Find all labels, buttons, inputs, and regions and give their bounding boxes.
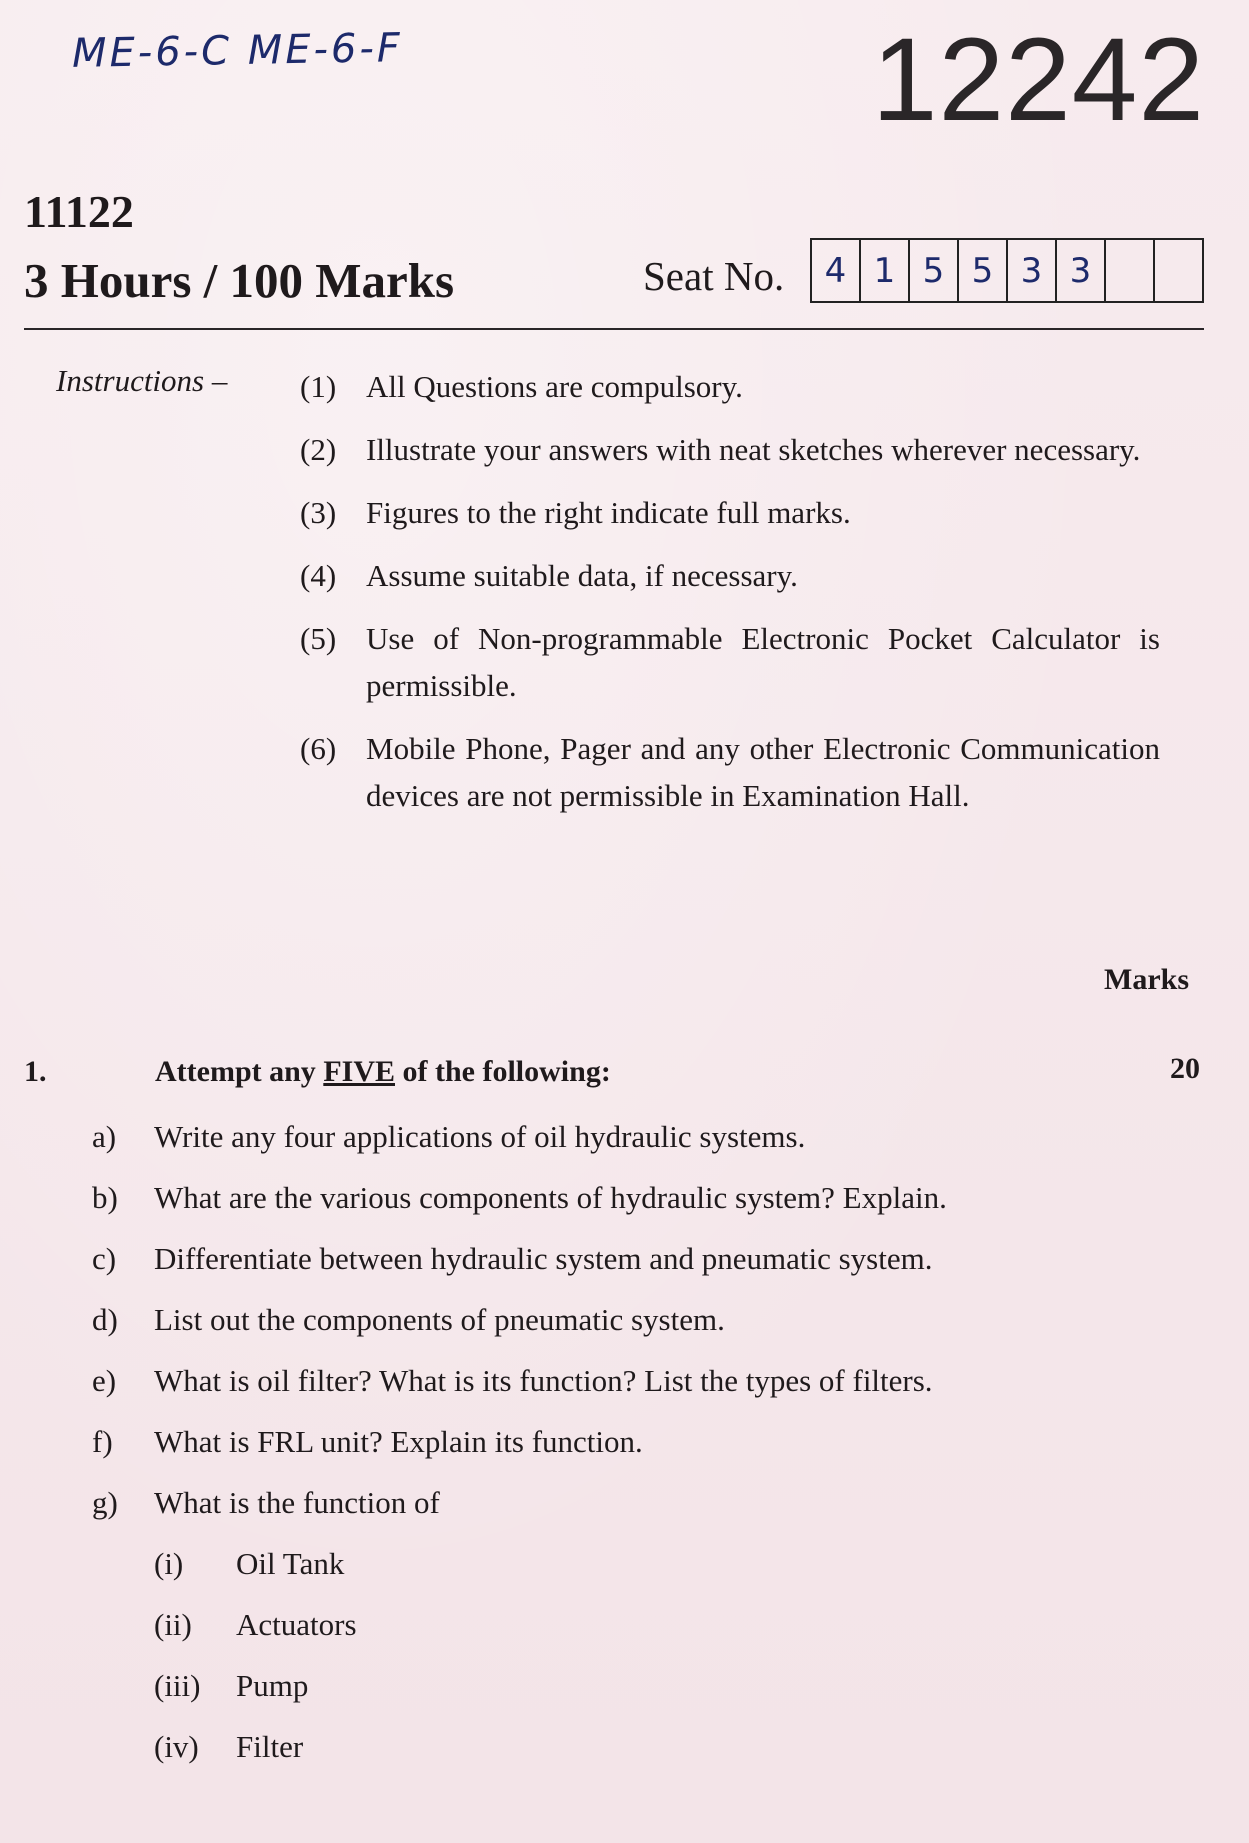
question-title-post: of the following:	[395, 1055, 611, 1088]
seat-digit-box: 1	[859, 240, 908, 301]
seat-digit-box: 5	[908, 240, 957, 301]
instruction-item	[300, 363, 1160, 410]
duration-marks: 3 Hours / 100 Marks	[24, 253, 455, 308]
subquestion-label: g)	[92, 1485, 118, 1520]
g-item-label: (iii)	[154, 1668, 201, 1703]
seat-label: Seat No.	[643, 253, 785, 299]
instruction-item	[300, 552, 1160, 599]
g-item-label: (i)	[154, 1546, 184, 1581]
g-item-label: (iv)	[154, 1729, 199, 1764]
instruction-item	[300, 725, 1160, 819]
subquestion	[92, 1357, 1172, 1404]
instructions-list	[300, 363, 1160, 835]
g-item	[154, 1662, 1172, 1709]
g-item-text: Actuators	[236, 1607, 357, 1642]
subquestion-label: e)	[92, 1363, 117, 1398]
instruction-number: (2)	[300, 432, 337, 467]
g-item-text: Filter	[236, 1729, 304, 1764]
instruction-number: (1)	[300, 369, 337, 404]
subquestion	[92, 1174, 1172, 1221]
subquestion-text: What are the various components of hydraulic system? Explain.	[154, 1180, 947, 1215]
g-item-text: Pump	[236, 1668, 309, 1703]
seat-digit-box	[1104, 240, 1153, 301]
question-title-pre: Attempt any	[155, 1055, 324, 1088]
header-divider	[24, 328, 1204, 330]
instruction-text: Assume suitable data, if necessary.	[366, 558, 798, 593]
subquestion-label: f)	[92, 1424, 113, 1459]
instruction-number: (4)	[300, 558, 337, 593]
subquestion	[92, 1479, 1172, 1526]
subquestion-text: What is oil filter? What is its function? List the types of filters.	[154, 1363, 933, 1398]
instruction-text: All Questions are compulsory.	[366, 369, 743, 404]
g-item	[154, 1723, 1172, 1770]
subquestion-text: Differentiate between hydraulic system and pneumatic system.	[154, 1241, 933, 1276]
seat-digit-box: 3	[1055, 240, 1104, 301]
question-number: 1.	[24, 1055, 47, 1088]
g-item-text: Oil Tank	[236, 1546, 345, 1581]
seat-digit-box: 5	[957, 240, 1006, 301]
subquestion-list	[92, 1113, 1172, 1784]
instruction-text: Use of Non-programmable Electronic Pocket Calculator is permissible.	[366, 621, 1160, 703]
instruction-item	[300, 489, 1160, 536]
paper-number: 12242	[871, 14, 1205, 146]
seat-digit-box: 3	[1006, 240, 1055, 301]
instruction-text: Mobile Phone, Pager and any other Electronic Communication devices are not permissible in Examination Hall.	[366, 731, 1160, 813]
g-item-label: (ii)	[154, 1607, 192, 1642]
subject-code: 11122	[24, 186, 134, 237]
g-item-list	[154, 1540, 1172, 1770]
subquestion-label: a)	[92, 1119, 117, 1154]
subquestion-text: Write any four applications of oil hydraulic systems.	[154, 1119, 806, 1154]
instruction-item	[300, 426, 1160, 473]
instruction-text: Illustrate your answers with neat sketches wherever necessary.	[366, 432, 1141, 467]
seat-number-boxes	[810, 238, 1204, 303]
subquestion	[92, 1235, 1172, 1282]
subquestion-label: d)	[92, 1302, 118, 1337]
g-item	[154, 1540, 1172, 1587]
instruction-number: (6)	[300, 731, 337, 766]
question-title	[155, 1055, 611, 1089]
handwritten-note: ME-6-C ME-6-F	[71, 25, 404, 77]
g-item	[154, 1601, 1172, 1648]
subquestion-text: What is FRL unit? Explain its function.	[154, 1424, 643, 1459]
subquestion-text: What is the function of	[154, 1485, 440, 1520]
instruction-number: (5)	[300, 621, 337, 656]
subquestion-text: List out the components of pneumatic system.	[154, 1302, 725, 1337]
subquestion	[92, 1296, 1172, 1343]
seat-digit-box	[1153, 240, 1202, 301]
question-marks: 20	[1170, 1052, 1200, 1085]
subquestion	[92, 1113, 1172, 1160]
subquestion	[92, 1418, 1172, 1465]
subquestion-label: b)	[92, 1180, 118, 1215]
seat-digit-box: 4	[824, 250, 847, 291]
instruction-number: (3)	[300, 495, 337, 530]
instruction-text: Figures to the right indicate full marks.	[366, 495, 851, 530]
instructions-label: Instructions –	[56, 363, 228, 398]
instruction-item	[300, 615, 1160, 709]
marks-column-header: Marks	[1104, 963, 1189, 996]
question-title-emphasis: FIVE	[323, 1055, 395, 1088]
subquestion-g-items	[92, 1540, 1172, 1770]
subquestion-label: c)	[92, 1241, 117, 1276]
